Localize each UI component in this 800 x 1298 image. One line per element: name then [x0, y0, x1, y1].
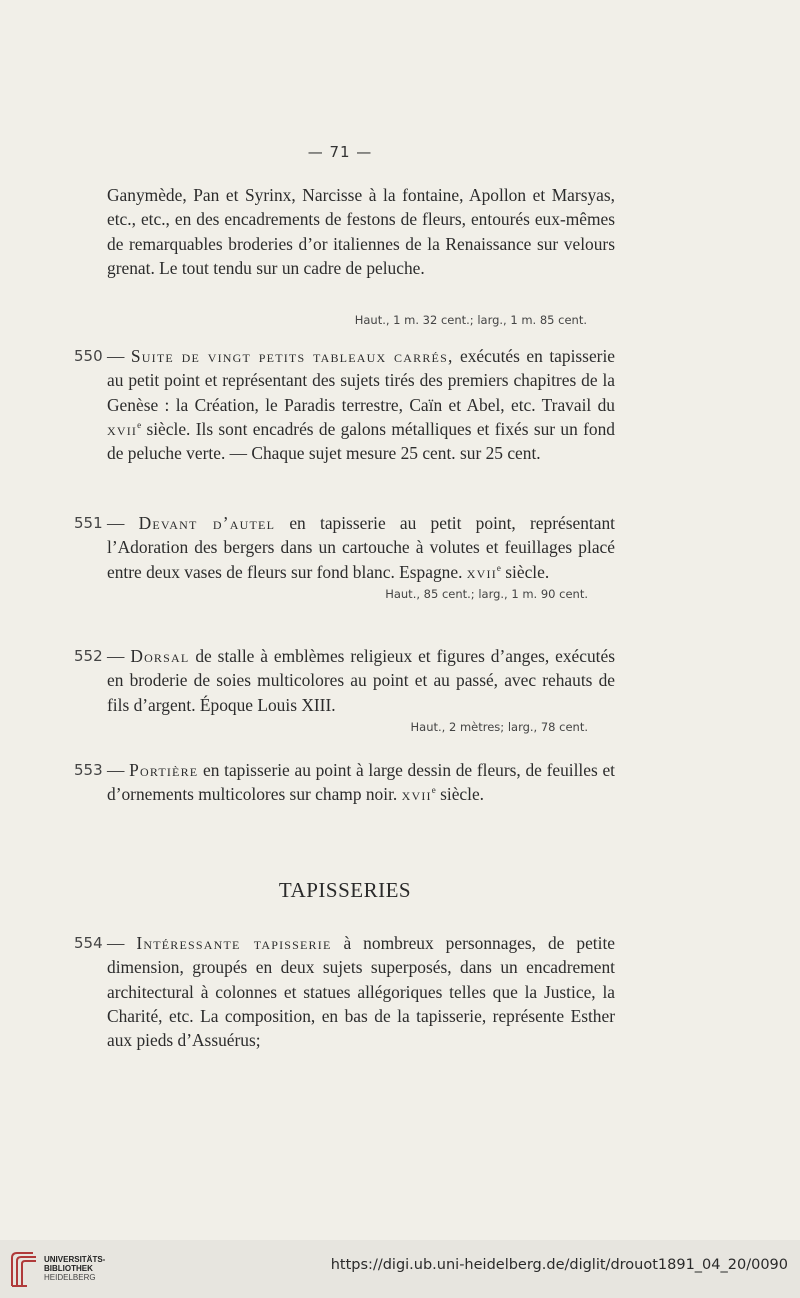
- entry-body: [107, 644, 615, 717]
- entry-dimensions: Haut., 2 mètres; larg., 78 cent.: [410, 719, 588, 734]
- entry-text-b: siècle.: [435, 784, 485, 805]
- entry-text-a: à nombreux personnages, de petite dimension, groupés en deux sujets superposés, dans un encadrement architectural à colonnes et statues allégoriques telles que la Justice, la Charité, etc. La composition, en bas de la tapisserie, représente Esther aux pieds d’Assuérus;: [107, 933, 615, 1051]
- entry-century: xvii: [466, 561, 497, 582]
- entry-body: [107, 931, 615, 1052]
- continuation-dimensions: Haut., 1 m. 32 cent.; larg., 1 m. 85 cent.: [354, 313, 587, 327]
- entry-dimensions: Haut., 85 cent.; larg., 1 m. 90 cent.: [385, 586, 588, 601]
- catalog-entry-554: [74, 931, 615, 1052]
- entry-number: 553: [74, 761, 103, 779]
- entry-text-a: de stalle à emblèmes religieux et figures d’anges, exécutés en broderie de soies multicolores au point et au passé, avec rehauts de fils d’argent. Époque Louis XIII.: [107, 646, 615, 715]
- library-line-3: HEIDELBERG: [44, 1273, 96, 1282]
- viewer-footer: [0, 1240, 800, 1298]
- entry-century-sup: e: [496, 562, 501, 573]
- catalog-entry-553: [74, 758, 615, 807]
- entry-dash: —: [107, 760, 125, 780]
- entry-title: Dorsal: [130, 646, 190, 666]
- entry-body: [107, 758, 615, 807]
- entry-text-a: en tapisserie au petit point, représentant l’Adoration des bergers dans un cartouche à volutes et feuillages placé entre deux vases de fleurs sur fond blanc. Espagne.: [107, 513, 615, 582]
- entry-title: Suite de vingt petits tableaux carrés,: [130, 346, 454, 366]
- entry-number: 551: [74, 514, 103, 532]
- entry-number: 554: [74, 934, 103, 952]
- entry-dash: —: [107, 933, 125, 953]
- entry-century: xvii: [107, 418, 138, 439]
- entry-title: Intéressante tapisserie: [136, 933, 332, 953]
- entry-text-b: siècle. Ils sont encadrés de galons métalliques et fixés sur un fond de peluche verte. — Chaque sujet mesure 25 cent. sur 25 cent.: [107, 418, 615, 464]
- permalink-url[interactable]: https://digi.ub.uni-heidelberg.de/diglit/drouot1891_04_20/0090: [330, 1257, 788, 1273]
- entry-title: Portière: [129, 760, 199, 780]
- entry-body: [107, 511, 615, 584]
- entry-dash: —: [107, 513, 125, 533]
- entry-dash: —: [107, 346, 125, 366]
- library-line-2: BIBLIOTHEK: [44, 1264, 93, 1273]
- entry-text-b: siècle.: [500, 561, 550, 582]
- catalog-entry-551: [74, 511, 615, 603]
- catalog-entry-550: [74, 344, 615, 465]
- entry-number: 550: [74, 347, 103, 365]
- catalog-entry-552: [74, 644, 615, 736]
- entry-dash: —: [107, 646, 125, 666]
- entry-text-a: exécutés en tapisserie au petit point et représentant des sujets tirés des premiers chapitres de la Genèse : la Création, le Paradis terrestre, Caïn et Abel, etc. Travail du: [107, 346, 616, 415]
- library-name: [44, 1255, 105, 1282]
- entry-century: xvii: [401, 784, 432, 805]
- entry-title: Devant d’autel: [138, 513, 276, 533]
- entry-body: [107, 344, 615, 465]
- entry-number: 552: [74, 647, 103, 665]
- library-logo-icon: [9, 1250, 39, 1290]
- library-line-1: UNIVERSITÄTS-: [44, 1255, 106, 1264]
- section-heading-tapisseries: TAPISSERIES: [278, 878, 412, 902]
- continuation-paragraph: Ganymède, Pan et Syrinx, Narcisse à la fontaine, Apollon et Marsyas, etc., etc., en des encadrements de festons de fleurs, entourés eux-mêmes de remarquables broderies d’or italiennes de la Renaissance sur velours grenat. Le tout tendu sur un cadre de peluche.: [107, 185, 615, 278]
- entry-century-sup: e: [431, 785, 436, 796]
- entry-text-a: en tapisserie au point à large dessin de fleurs, de feuilles et d’ornements multicolores sur champ noir.: [107, 760, 615, 805]
- page-number: — 71 —: [307, 143, 373, 161]
- entry-century-sup: e: [137, 420, 142, 431]
